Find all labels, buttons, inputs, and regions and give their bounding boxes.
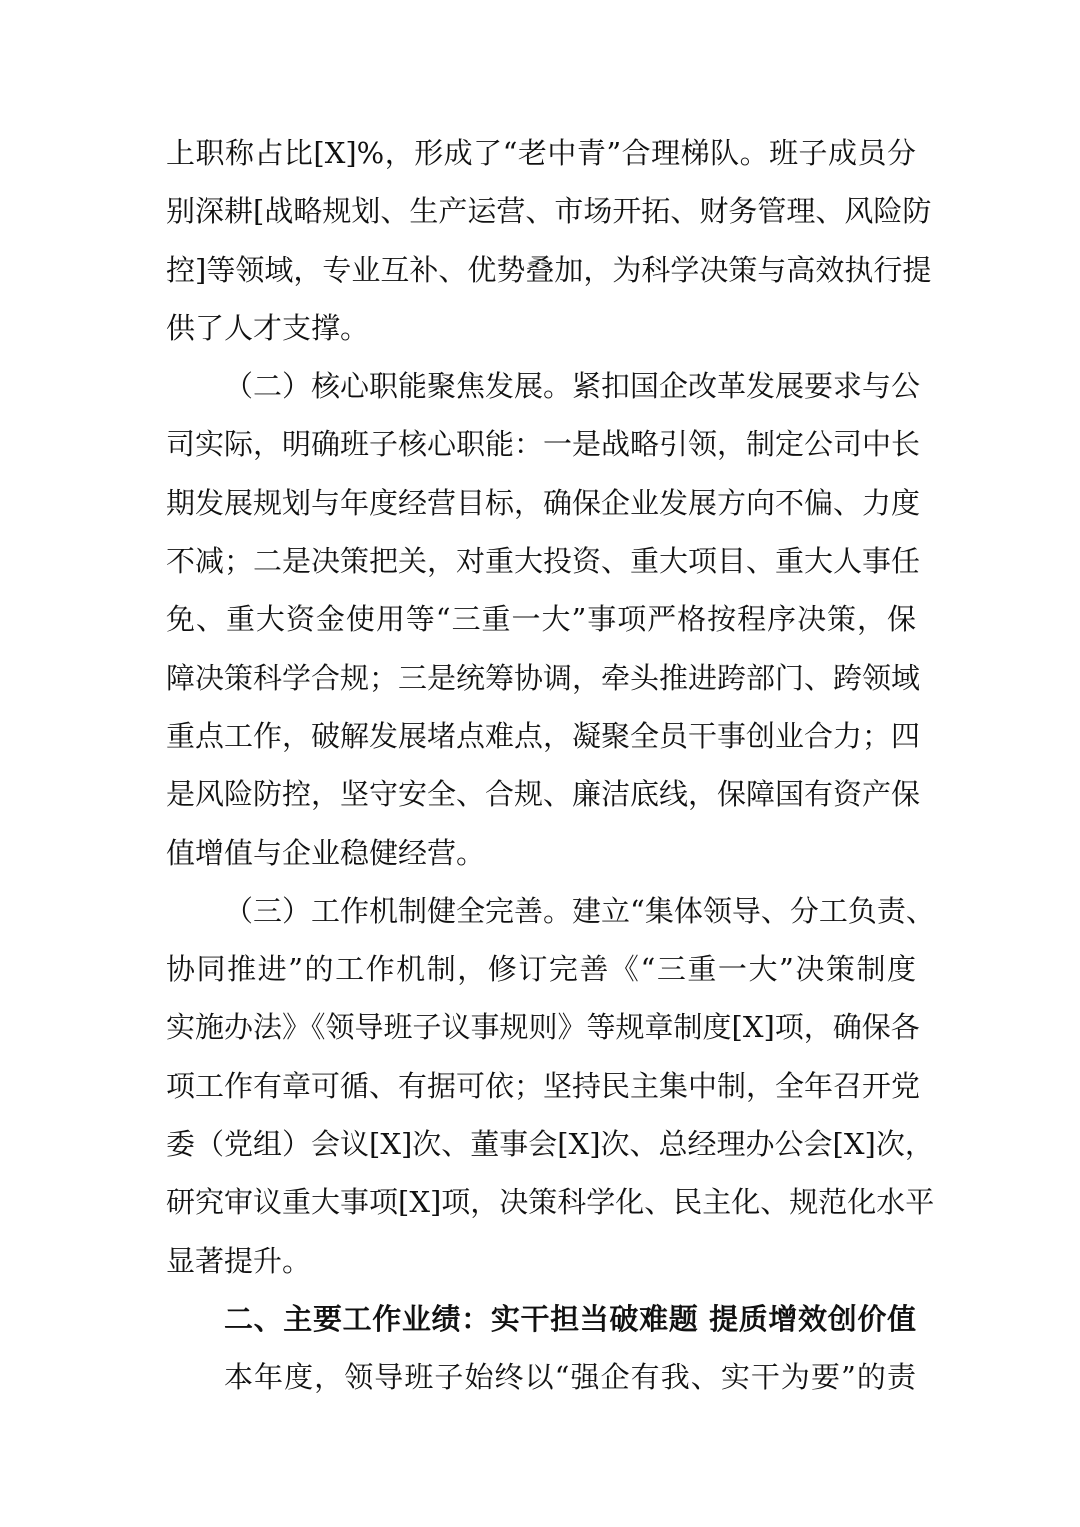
paragraph-line: 期发展规划与年度经营目标，确保企业发展方向不偏、力度 — [166, 485, 921, 520]
paragraph-line: 值增值与企业稳健经营。 — [166, 835, 486, 870]
paragraph-line: （二）核心职能聚焦发展。紧扣国企改革发展要求与公 — [224, 369, 921, 404]
paragraph-line: 是风险防控，坚守安全、合规、廉洁底线，保障国有资产保 — [166, 777, 921, 812]
paragraph-line: 本年度，领导班子始终以“强企有我、实干为要”的责 — [224, 1360, 916, 1395]
paragraph-line: 研究审议重大事项[X]项，决策科学化、民主化、规范化水平 — [166, 1185, 935, 1220]
paragraph-line: 项工作有章可循、有据可依；坚持民主集中制，全年召开党 — [166, 1068, 921, 1103]
paragraph-line: 上职称占比[X]%，形成了“老中青”合理梯队。班子成员分 — [166, 136, 916, 170]
paragraph-line: 控]等领域，专业互补、优势叠加，为科学决策与高效执行提 — [166, 252, 932, 287]
paragraph-line: 委（党组）会议[X]次、董事会[X]次、总经理办公会[X]次， — [166, 1127, 934, 1162]
document-body — [166, 124, 935, 1407]
paragraph-line: 司实际，明确班子核心职能：一是战略引领，制定公司中长 — [166, 427, 921, 462]
paragraph-line: 显著提升。 — [166, 1243, 312, 1278]
paragraph-line: 免、重大资金使用等“三重一大”事项严格按程序决策，保 — [166, 602, 916, 637]
paragraph-line: 协同推进”的工作机制，修订完善《“三重一大”决策制度 — [166, 952, 916, 987]
paragraph-line: 障决策科学合规；三是统筹协调，牵头推进跨部门、跨领域 — [166, 660, 921, 695]
section-heading: 二、主要工作业绩：实干担当破难题 提质增效创价值 — [224, 1301, 916, 1336]
paragraph-line: 不减；二是决策把关，对重大投资、重大项目、重大人事任 — [166, 544, 921, 579]
paragraph-line: 实施办法》《领导班子议事规则》等规章制度[X]项，确保各 — [166, 1010, 920, 1045]
paragraph-line: （三）工作机制健全完善。建立“集体领导、分工负责、 — [224, 893, 935, 928]
paragraph-line: 供了人才支撑。 — [166, 310, 370, 345]
paragraph-line: 别深耕[战略规划、生产运营、市场开拓、财务管理、风险防 — [166, 194, 932, 229]
paragraph-line: 重点工作，破解发展堵点难点，凝聚全员干事创业合力；四 — [166, 718, 921, 753]
